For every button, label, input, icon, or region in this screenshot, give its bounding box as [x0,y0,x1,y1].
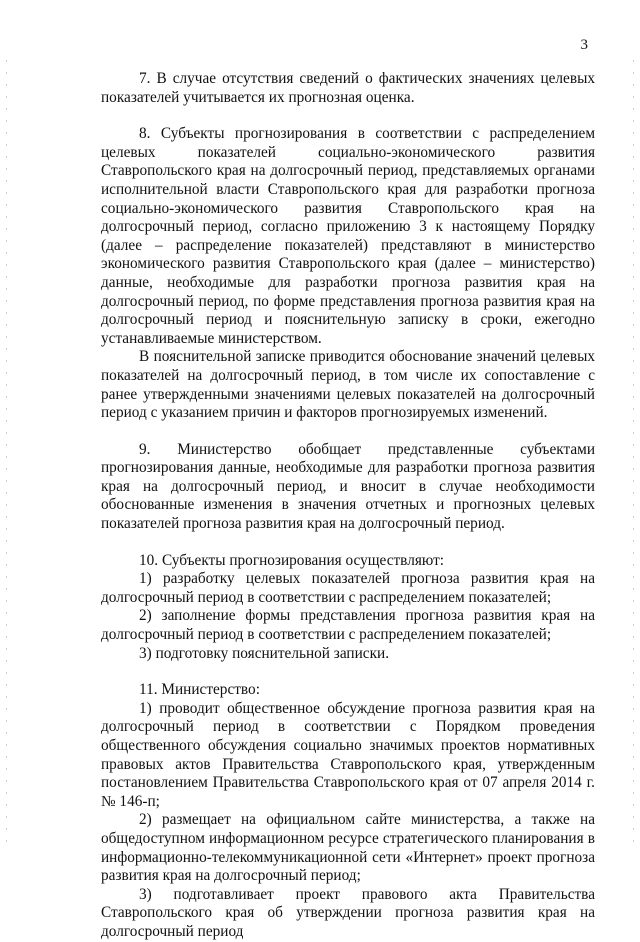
document-body [101,70,595,942]
paragraph-10-item-3: 3) подготовку пояснительной записки. [139,644,390,662]
scan-edge-right [633,60,634,850]
paragraph-9: 9. Министерство обобщает представленные субъектами прогнозирования данные, необходимые для разработки прогноза развития края на долгосрочный период, и вносит в случае необходимости обоснованные изменения в значения отчетных и прогнозных целевых показателей прогноза развития края на долгосрочный период. [101,440,595,533]
scan-edge-left [6,60,7,850]
paragraph-11-item-1: 1) проводит общественное обсуждение прогноза развития края на долгосрочный период в соответствии с Порядком проведения общественного обсуждения социально значимых проектов нормативных правовых актов Правительства Ставропольского края, утвержденным постановлением Правительства Ставропольского края от 07 апреля 2014 г. № 146-п; [101,699,595,810]
paragraph-11-item-2: 2) размещает на официальном сайте министерства, а также на общедоступном информационном ресурсе стратегического планирования в информационно-телекоммуникационной сети «Интернет» проект прогноза развития края на долгосрочный период; [101,811,595,885]
paragraph-10-item-2: 2) заполнение формы представления прогноза развития края на долгосрочный период в соответствии с распределением показателей; [101,607,595,644]
paragraph-10-heading: 10. Субъекты прогнозирования осуществляют: [139,551,445,569]
page-number: 3 [580,37,588,53]
paragraph-10-item-1: 1) разработку целевых показателей прогноза развития края на долгосрочный период в соответствии с распределением показателей; [101,570,595,606]
paragraph-8: 8. Субъекты прогнозирования в соответствии с распределением целевых показателей социально-экономического развития Ставропольского края на долгосрочный период, представляемых органами исполнительной власти Ставропольского края для разработки прогноза социально-экономического развития Ставропольского края на долгосрочный период, согласно приложению 3 к настоящему Порядку (далее – распределение показателей) представляют в министерство экономического развития Ставропольского края (далее – министерство) данные, необходимые для разработки прогноза развития края на долгосрочный период, по форме представления прогноза развития края на долгосрочный период и пояснительную записку в сроки, ежегодно устанавливаемые министерством. [101,125,595,347]
paragraph-7: 7. В случае отсутствия сведений о фактических значениях целевых показателей учитывается их прогнозная оценка. [101,70,595,106]
paragraph-8-explanatory-note: В пояснительной записке приводится обоснование значений целевых показателей на долгосрочный период, в том числе их сопоставление с ранее утвержденными значениями целевых показателей на долгосрочный период с указанием причин и факторов прогнозируемых изменений. [101,348,595,422]
paragraph-11-item-3: 3) подготавливает проект правового акта Правительства Ставропольского края об утверждении прогноза развития края на долгосрочный период [101,885,595,940]
paragraph-11-heading: 11. Министерство: [139,681,260,699]
